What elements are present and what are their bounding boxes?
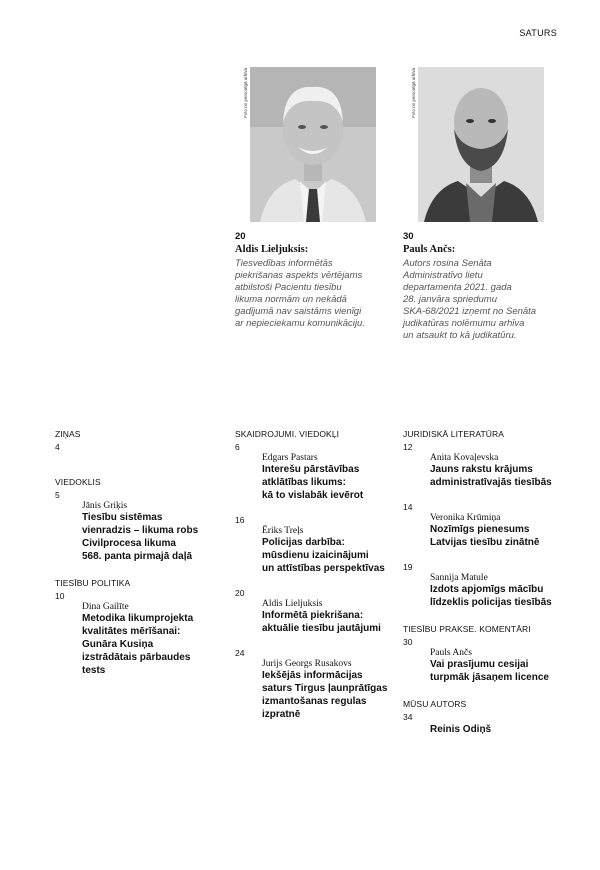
title-line: izpratnē bbox=[262, 709, 301, 720]
toc-entry[interactable] bbox=[235, 526, 420, 575]
feature-author-name: Pauls Ančs: bbox=[403, 244, 456, 255]
page-number: 4 bbox=[55, 442, 60, 452]
feature-desc-line: judikatūras nolēmumu arhīva bbox=[403, 318, 525, 329]
entry-title[interactable] bbox=[82, 511, 240, 563]
entry-author: Jānis Griķis bbox=[82, 501, 128, 511]
entry-author: Dina Gailīte bbox=[82, 602, 129, 612]
feature-page-number: 30 bbox=[403, 231, 414, 242]
section-title: TIESĪBU PRAKSE. KOMENTĀRI bbox=[403, 624, 531, 634]
entry-author: Jurijs Georgs Rusakovs bbox=[262, 659, 352, 669]
feature-description bbox=[235, 258, 395, 330]
title-line: un attīstības perspektīvas bbox=[262, 563, 385, 574]
toc-section bbox=[55, 429, 240, 452]
toc-entry[interactable] bbox=[235, 659, 420, 721]
feature-author-name: Aldis Lieljuksis: bbox=[235, 244, 309, 255]
entry-author: Sannija Matule bbox=[430, 573, 488, 583]
title-line: Interešu pārstāvības bbox=[262, 464, 360, 475]
toc-entry[interactable] bbox=[235, 599, 420, 635]
section-title: SKAIDROJUMI. VIEDOKĻI bbox=[235, 429, 340, 439]
entry-title[interactable] bbox=[262, 669, 420, 721]
page-number: 5 bbox=[55, 490, 60, 500]
entry-title[interactable] bbox=[430, 658, 588, 684]
title-line: Tiesību sistēmas bbox=[82, 512, 163, 523]
title-line: aktuālie tiesību jautājumi bbox=[262, 623, 381, 634]
toc-section bbox=[55, 578, 240, 677]
feature-desc-line: un atsaukt to kā judikatūru. bbox=[403, 330, 517, 341]
feature-desc-line: 28. janvāra spriedumu bbox=[403, 294, 497, 305]
page-number: 6 bbox=[235, 442, 240, 452]
title-line: izmantošanas regulas bbox=[262, 696, 367, 707]
title-line: administratīvajās tiesībās bbox=[430, 477, 552, 488]
toc-entry[interactable] bbox=[55, 602, 240, 677]
title-line: Gunāra Kusiņa bbox=[82, 639, 154, 650]
title-line: izstrādātais pārbaudes bbox=[82, 652, 191, 663]
title-line: Vai prasījumu cesijai bbox=[430, 659, 529, 670]
entry-author: Ēriks Treļs bbox=[262, 526, 304, 536]
photo-credit-2: Foto no personīgā arhīva bbox=[411, 67, 416, 118]
title-line: saturs Tirgus ļaunprātīgas bbox=[262, 683, 388, 694]
toc-section bbox=[403, 699, 588, 736]
author-photo-lieljuksis bbox=[250, 67, 376, 222]
photo-credit-1: Foto no personīgā arhīva bbox=[243, 67, 248, 118]
title-line: Iekšējās informācijas bbox=[262, 670, 363, 681]
title-line: Latvijas tiesību zinātnē bbox=[430, 537, 540, 548]
toc-section bbox=[403, 429, 588, 609]
feature-page-number: 20 bbox=[235, 231, 246, 242]
entry-author: Aldis Lieljuksis bbox=[262, 599, 323, 609]
feature-desc-line: atbilstoši Pacientu tiesību bbox=[235, 282, 342, 293]
title-line: Metodika likumprojekta bbox=[82, 613, 194, 624]
title-line: Izdots apjomīgs mācību bbox=[430, 584, 544, 595]
page-number: 14 bbox=[403, 502, 413, 512]
title-line: Reinis Odiņš bbox=[430, 724, 492, 735]
toc-section bbox=[235, 429, 420, 721]
entry-title[interactable] bbox=[262, 609, 420, 635]
toc-entry[interactable] bbox=[403, 573, 588, 609]
title-line: mūsdienu izaicinājumi bbox=[262, 550, 369, 561]
entry-author: Veronika Krūmiņa bbox=[430, 513, 501, 523]
toc-section bbox=[403, 624, 588, 684]
page-number: 12 bbox=[403, 442, 413, 452]
title-line: Informētā piekrišana: bbox=[262, 610, 364, 621]
page-number: 19 bbox=[403, 562, 413, 572]
toc-column-2 bbox=[235, 429, 420, 736]
page-number: 30 bbox=[403, 637, 413, 647]
entry-author: Edgars Pastars bbox=[262, 453, 318, 463]
title-line: Nozīmīgs pienesums bbox=[430, 524, 530, 535]
toc-column-1 bbox=[55, 429, 240, 692]
toc-section bbox=[55, 477, 240, 563]
page-number: 10 bbox=[55, 591, 65, 601]
entry-author: Pauls Ančs bbox=[430, 648, 472, 658]
title-line: 568. panta pirmajā daļā bbox=[82, 551, 193, 562]
title-line: turpmāk jāsaņem licence bbox=[430, 672, 549, 683]
feature-description bbox=[403, 258, 563, 342]
title-line: kvalitātes mērīšanai: bbox=[82, 626, 181, 637]
entry-title[interactable] bbox=[430, 463, 588, 489]
title-line: Jauns rakstu krājums bbox=[430, 464, 533, 475]
section-title: TIESĪBU POLITIKA bbox=[55, 578, 131, 588]
entry-title[interactable] bbox=[262, 536, 420, 575]
title-line: tests bbox=[82, 665, 106, 676]
toc-column-3 bbox=[403, 429, 588, 751]
toc-entry[interactable] bbox=[403, 723, 588, 736]
toc-entry[interactable] bbox=[403, 453, 588, 489]
entry-title[interactable] bbox=[430, 583, 588, 609]
feature-desc-line: likuma normām un nekādā bbox=[235, 294, 347, 305]
entry-title[interactable] bbox=[430, 723, 588, 736]
title-line: Policijas darbība: bbox=[262, 537, 345, 548]
toc-entry[interactable] bbox=[403, 648, 588, 684]
page-number: 34 bbox=[403, 712, 413, 722]
feature-lieljuksis[interactable] bbox=[235, 231, 395, 330]
section-title: JURIDISKĀ LITERATŪRA bbox=[403, 429, 505, 439]
page-number: 20 bbox=[235, 588, 245, 598]
title-line: Civilprocesa likuma bbox=[82, 538, 176, 549]
feature-desc-line: Autors rosina Senāta bbox=[403, 258, 492, 269]
section-header: SATURS bbox=[519, 28, 557, 38]
toc-entry[interactable] bbox=[55, 501, 240, 563]
page-number: 16 bbox=[235, 515, 245, 525]
entry-author: Anita Kovaļevska bbox=[430, 453, 499, 463]
feature-desc-line: Tiesvedības informētās bbox=[235, 258, 333, 269]
feature-desc-line: departamenta 2021. gada bbox=[403, 282, 512, 293]
feature-desc-line: ar nepieciekamu komunikāciju. bbox=[235, 318, 365, 329]
section-title: ZIŅAS bbox=[55, 429, 81, 439]
feature-desc-line: piekrišanas aspekts vērtējams bbox=[235, 270, 363, 281]
title-line: atklātības likums: bbox=[262, 477, 346, 488]
toc-entry[interactable] bbox=[235, 453, 420, 502]
title-line: vienradzis – likuma robs bbox=[82, 525, 199, 536]
feature-ancs[interactable] bbox=[403, 231, 563, 342]
feature-desc-line: gadījumā nav saistāms vienīgi bbox=[235, 306, 362, 317]
entry-title[interactable] bbox=[430, 523, 588, 549]
toc-entry[interactable] bbox=[403, 513, 588, 549]
author-photo-ancs bbox=[418, 67, 544, 222]
section-title: VIEDOKLIS bbox=[55, 477, 101, 487]
entry-title[interactable] bbox=[262, 463, 420, 502]
title-line: kā to vislabāk ievērot bbox=[262, 490, 364, 501]
entry-title[interactable] bbox=[82, 612, 240, 677]
feature-desc-line: SKA-68/2021 izņemt no Senāta bbox=[403, 306, 537, 317]
page-number: 24 bbox=[235, 648, 245, 658]
title-line: līdzeklis policijas tiesībās bbox=[430, 597, 552, 608]
section-title: MŪSU AUTORS bbox=[403, 699, 467, 709]
feature-desc-line: Administratīvo lietu bbox=[403, 270, 483, 281]
